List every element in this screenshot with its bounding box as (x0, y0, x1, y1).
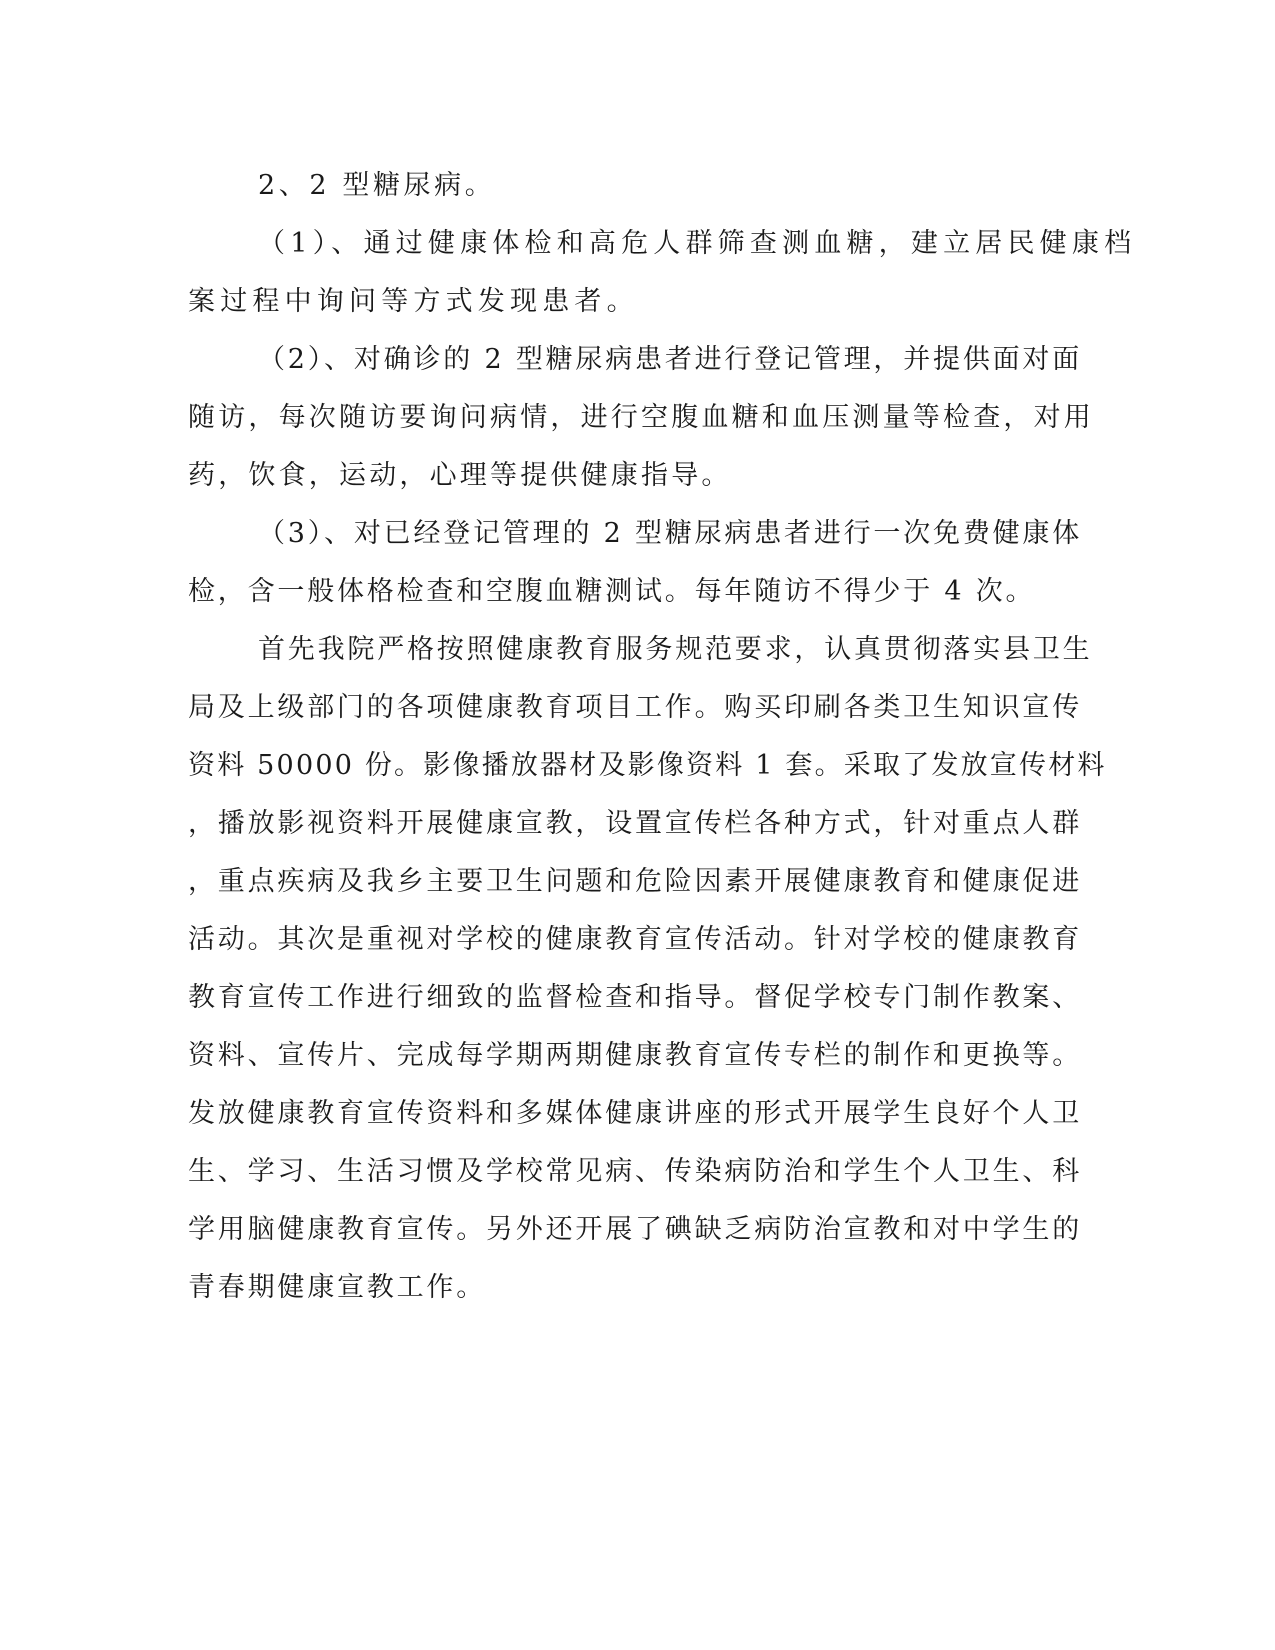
paragraph-line: 青春期健康宣教工作。 (188, 1272, 486, 1303)
paragraph-line: 检，含一般体格检查和空腹血糖测试。每年随访不得少于 4 次。 (188, 576, 1036, 607)
section-heading: 2、2 型糖尿病。 (258, 170, 496, 201)
paragraph-line: 教育宣传工作进行细致的监督检查和指导。督促学校专门制作教案、 (188, 982, 1082, 1013)
paragraph-line: 资料、宣传片、完成每学期两期健康教育宣传专栏的制作和更换等。 (188, 1040, 1082, 1071)
paragraph-line: ，播放影视资料开展健康宣教，设置宣传栏各种方式，针对重点人群 (188, 808, 1082, 839)
paragraph-line: ，重点疾病及我乡主要卫生问题和危险因素开展健康教育和健康促进 (188, 866, 1082, 897)
paragraph-line: 发放健康教育宣传资料和多媒体健康讲座的形式开展学生良好个人卫 (188, 1098, 1082, 1129)
paragraph-line: （2）、对确诊的 2 型糖尿病患者进行登记管理，并提供面对面 (258, 344, 1083, 375)
paragraph-line: （1）、通过健康体检和高危人群筛查测血糖，建立居民健康档 (258, 228, 1137, 259)
paragraph-line: 活动。其次是重视对学校的健康教育宣传活动。针对学校的健康教育 (188, 924, 1082, 955)
paragraph-line: 局及上级部门的各项健康教育项目工作。购买印刷各类卫生知识宣传 (188, 692, 1082, 723)
paragraph-line: 随访，每次随访要询问病情，进行空腹血糖和血压测量等检查，对用 (188, 402, 1094, 433)
paragraph-line: （3）、对已经登记管理的 2 型糖尿病患者进行一次免费健康体 (258, 518, 1083, 549)
paragraph-line: 药，饮食，运动，心理等提供健康指导。 (188, 460, 732, 491)
paragraph-line: 资料 50000 份。影像播放器材及影像资料 1 套。采取了发放宣传材料 (188, 750, 1107, 781)
paragraph-line: 学用脑健康教育宣传。另外还开展了碘缺乏病防治宣教和对中学生的 (188, 1214, 1082, 1245)
paragraph-line: 生、学习、生活习惯及学校常见病、传染病防治和学生个人卫生、科 (188, 1156, 1082, 1187)
paragraph-line: 案过程中询问等方式发现患者。 (188, 286, 639, 317)
paragraph-line: 首先我院严格按照健康教育服务规范要求，认真贯彻落实县卫生 (258, 634, 1093, 665)
